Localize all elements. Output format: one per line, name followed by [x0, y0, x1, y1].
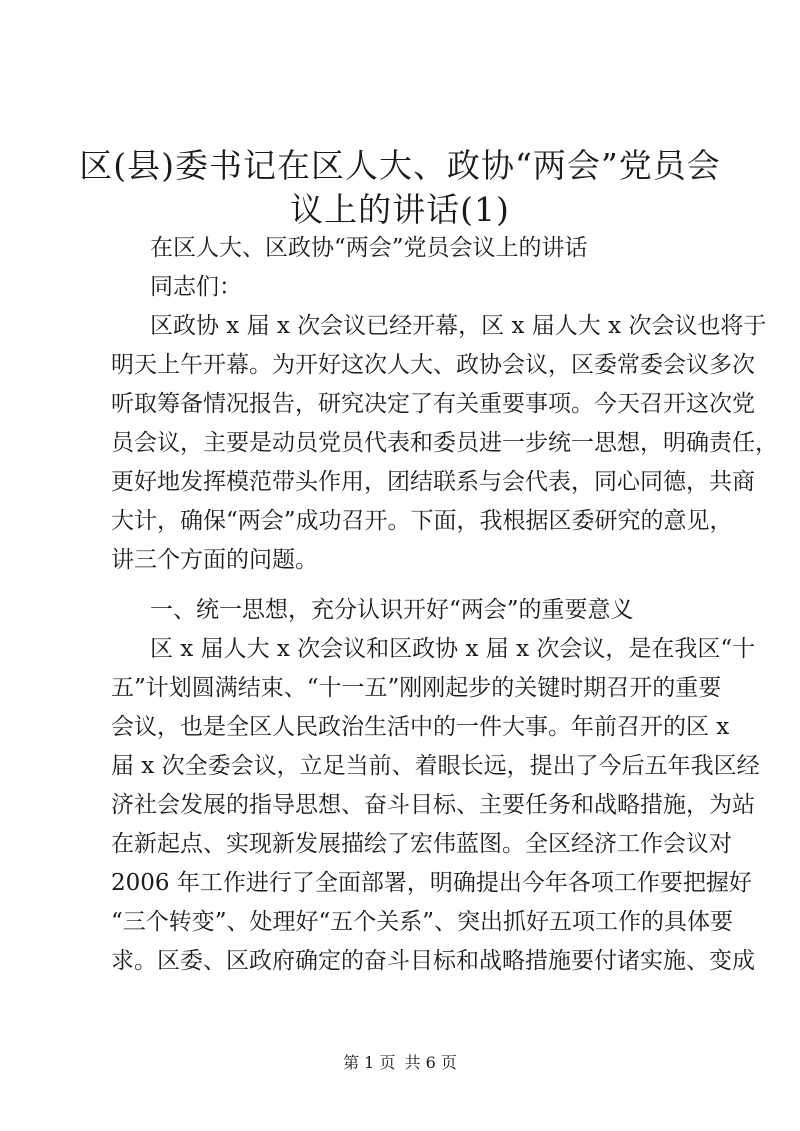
- salutation: 同志们：: [150, 274, 242, 300]
- paragraph-1-line: 区政协 x 届 x 次会议已经开幕，区 x 届人大 x 次会议也将于: [150, 313, 767, 339]
- document-subtitle: 在区人大、区政协“两会”党员会议上的讲话: [150, 235, 588, 261]
- page-total: 共 6 页: [404, 1053, 457, 1072]
- paragraph-1-line: 明天上午开幕。为开好这次人大、政协会议，区委常委会议多次: [111, 352, 755, 378]
- paragraph-2-line: 五”计划圆满结束、“十一五”刚刚起步的关键时期召开的重要: [111, 675, 722, 701]
- paragraph-1-line: 听取筹备情况报告，研究决定了有关重要事项。今天召开这次党: [111, 391, 755, 417]
- page-number: 第 1 页: [343, 1053, 396, 1072]
- paragraph-1-line: 讲三个方面的问题。: [111, 547, 318, 573]
- paragraph-1-line: 更好地发挥模范带头作用，团结联系与会代表，同心同德，共商: [111, 469, 755, 495]
- paragraph-1-line: 大计，确保“两会”成功召开。下面，我根据区委研究的意见，: [111, 508, 733, 534]
- paragraph-2-line: 求。区委、区政府确定的奋斗目标和战略措施要付诸实施、变成: [111, 948, 755, 974]
- paragraph-2-line: 会议，也是全区人民政治生活中的一件大事。年前召开的区 x: [111, 714, 730, 740]
- document-title-line-1: 区(县)委书记在区人大、政协“两会”党员会: [79, 146, 721, 185]
- paragraph-2-line: “三个转变”、处理好“五个关系”、突出抓好五项工作的具体要: [111, 909, 734, 935]
- page-footer: [0, 1050, 800, 1073]
- paragraph-2-line: 届 x 次全委会议，立足当前、着眼长远，提出了今后五年我区经: [111, 753, 760, 779]
- paragraph-2-line: 济社会发展的指导思想、奋斗目标、主要任务和战略措施，为站: [111, 792, 755, 818]
- section-heading-1: 一、统一思想，充分认识开好“两会”的重要意义: [150, 597, 634, 623]
- paragraph-1-line: 员会议，主要是动员党员代表和委员进一步统一思想，明确责任，: [111, 430, 778, 456]
- paragraph-2-line: 2006 年工作进行了全面部署，明确提出今年各项工作要把握好: [111, 870, 752, 896]
- paragraph-2-line: 区 x 届人大 x 次会议和区政协 x 届 x 次会议，是在我区“十: [150, 636, 756, 662]
- document-title-line-2: 议上的讲话(1): [290, 190, 510, 229]
- paragraph-2-line: 在新起点、实现新发展描绘了宏伟蓝图。全区经济工作会议对: [111, 831, 732, 857]
